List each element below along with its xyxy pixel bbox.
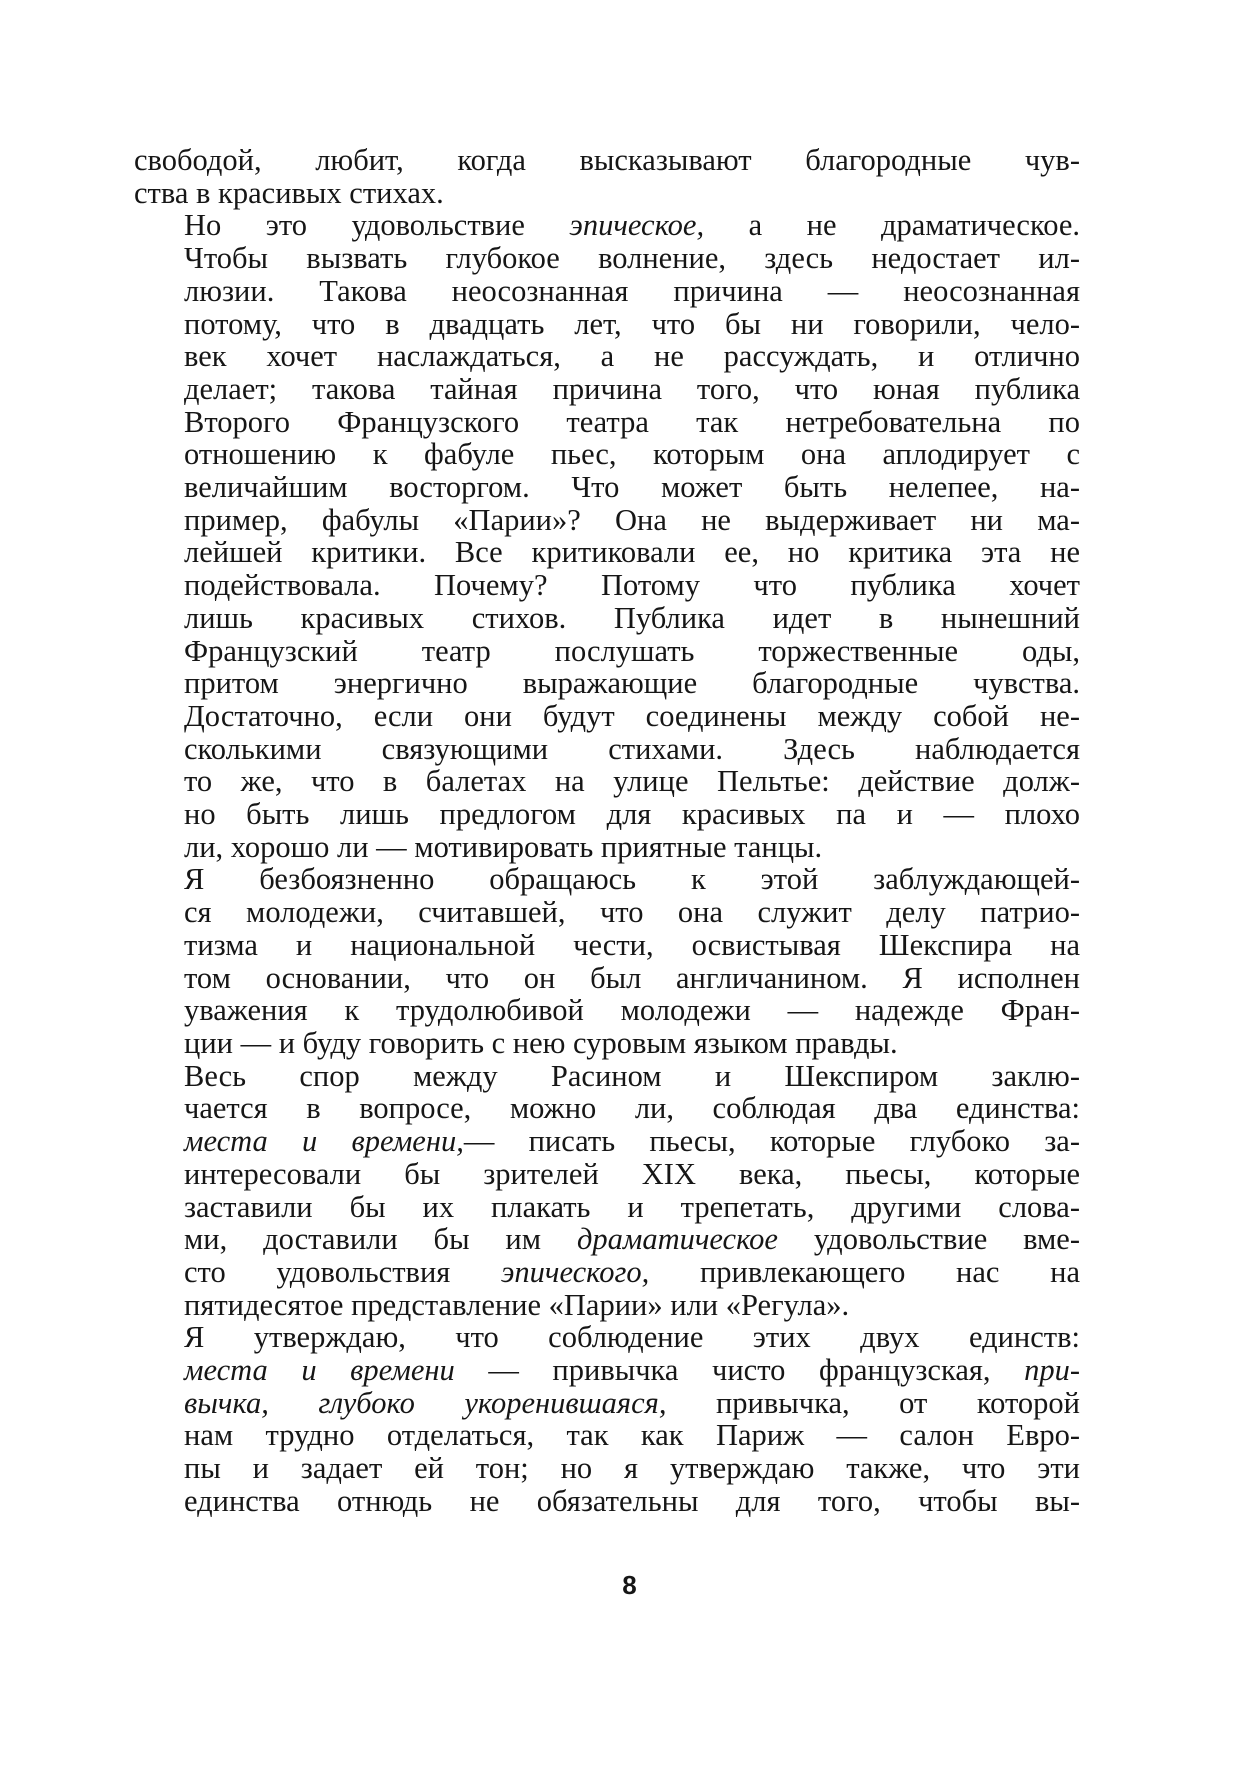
text-line: делает; такова тайная причина того, что юная публика — [184, 371, 1080, 406]
text-line: чается в вопросе, можно ли, соблюдая два единства: — [184, 1091, 1080, 1126]
text-line: притом энергично выражающие благородные чувства. — [184, 666, 1080, 701]
text-line: сколькими связующими стихами. Здесь наблюдается — [184, 731, 1080, 766]
text-line: пятидесятое представление «Парии» или «Регула». — [184, 1287, 850, 1322]
text-line: том основании, что он был англичанином. Я исполнен — [184, 960, 1080, 995]
text-line: Я безбоязненно обращаюсь к этой заблуждающей- — [184, 862, 1080, 897]
text-line: ства в красивых стихах. — [134, 175, 444, 210]
italic-term: вычка, глубоко укоренившаяся, — [184, 1385, 667, 1420]
italic-term: эпическое, — [569, 208, 705, 243]
text-line: отношению к фабуле пьес, которым она аплодирует с — [184, 437, 1080, 472]
paragraph-1 — [134, 144, 1080, 209]
text-line: то же, что в балетах на улице Пельтье: действие долж- — [184, 764, 1080, 799]
text-line: тизма и национальной чести, освистывая Шекспира на — [184, 927, 1080, 962]
text-segment: — писать пьесы, которые глубоко за- — [463, 1124, 1081, 1159]
text-line: Второго Французского театра так нетребовательна по — [184, 404, 1080, 439]
text-line: Французский театр послушать торжественные оды, — [184, 633, 1080, 668]
text-line: заставили бы их плакать и трепетать, другими слова- — [184, 1189, 1080, 1224]
paragraph-5 — [134, 1321, 1080, 1517]
text-line: пример, фабулы «Парии»? Она не выдерживает ни ма- — [184, 502, 1080, 537]
page-text — [134, 144, 1080, 1518]
text-segment: а не драматическое. — [704, 208, 1080, 243]
text-segment: — привычка чисто французская, — [454, 1353, 1025, 1388]
text-line: свободой, любит, когда высказывают благородные чув- — [134, 143, 1080, 177]
paragraph-3 — [134, 863, 1080, 1059]
text-line: пы и задает ей тон; но я утверждаю также, что эти — [184, 1451, 1080, 1486]
text-line: Достаточно, если они будут соединены между собой не- — [184, 698, 1080, 733]
text-line: но быть лишь предлогом для красивых па и — плохо — [184, 797, 1080, 832]
text-line: нам трудно отделаться, так как Париж — салон Евро- — [184, 1418, 1080, 1453]
text-segment: ми, доставили бы им — [184, 1222, 577, 1257]
paragraph-4 — [134, 1060, 1080, 1322]
text-line: подействовала. Почему? Потому что публика хочет — [184, 568, 1080, 603]
text-segment: привлекающего нас на — [649, 1254, 1080, 1289]
text-line: лейшей критики. Все критиковали ее, но критика эта не — [184, 535, 1080, 570]
text-line: потому, что в двадцать лет, что бы ни говорили, чело- — [184, 306, 1080, 341]
text-line: Весь спор между Расином и Шекспиром заклю- — [184, 1058, 1080, 1093]
text-line: величайшим восторгом. Что может быть нелепее, на- — [184, 470, 1080, 505]
text-segment: Но это удовольствие — [184, 208, 570, 243]
text-line: ся молодежи, считавшей, что она служит делу патрио- — [184, 895, 1080, 930]
italic-term: при- — [1024, 1353, 1080, 1388]
paragraph-2 — [134, 209, 1080, 863]
text-line — [134, 1354, 1080, 1387]
text-line — [134, 1125, 1080, 1158]
italic-term: места и времени — [184, 1353, 455, 1388]
italic-term: эпического, — [500, 1254, 650, 1289]
text-line: интересовали бы зрителей XIX века, пьесы, которые — [184, 1156, 1080, 1191]
text-line: люзии. Такова неосознанная причина — неосознанная — [184, 273, 1080, 308]
text-line — [134, 1256, 1080, 1289]
text-segment: привычка, от которой — [666, 1385, 1080, 1420]
text-segment: сто удовольствия — [184, 1254, 501, 1289]
text-segment: удовольствие вме- — [777, 1222, 1080, 1257]
italic-term: места и времени, — [184, 1124, 464, 1159]
text-line — [134, 1223, 1080, 1256]
text-line: век хочет наслаждаться, а не рассуждать, и отлично — [184, 339, 1080, 374]
text-line: единства отнюдь не обязательны для того, чтобы вы- — [184, 1483, 1080, 1518]
text-line: уважения к трудолюбивой молодежи — надежде Фран- — [184, 993, 1080, 1028]
text-line: лишь красивых стихов. Публика идет в нынешний — [184, 600, 1080, 635]
text-line — [134, 1387, 1080, 1420]
text-line: ции — и буду говорить с нею суровым языком правды. — [184, 1025, 898, 1060]
text-line: Чтобы вызвать глубокое волнение, здесь недостает ил- — [184, 241, 1080, 276]
text-line: Я утверждаю, что соблюдение этих двух единств: — [184, 1320, 1080, 1355]
text-line — [134, 209, 1080, 242]
text-line: ли, хорошо ли — мотивировать приятные танцы. — [184, 829, 823, 864]
page-number: 8 — [622, 1570, 637, 1600]
italic-term: драматическое — [576, 1222, 778, 1257]
